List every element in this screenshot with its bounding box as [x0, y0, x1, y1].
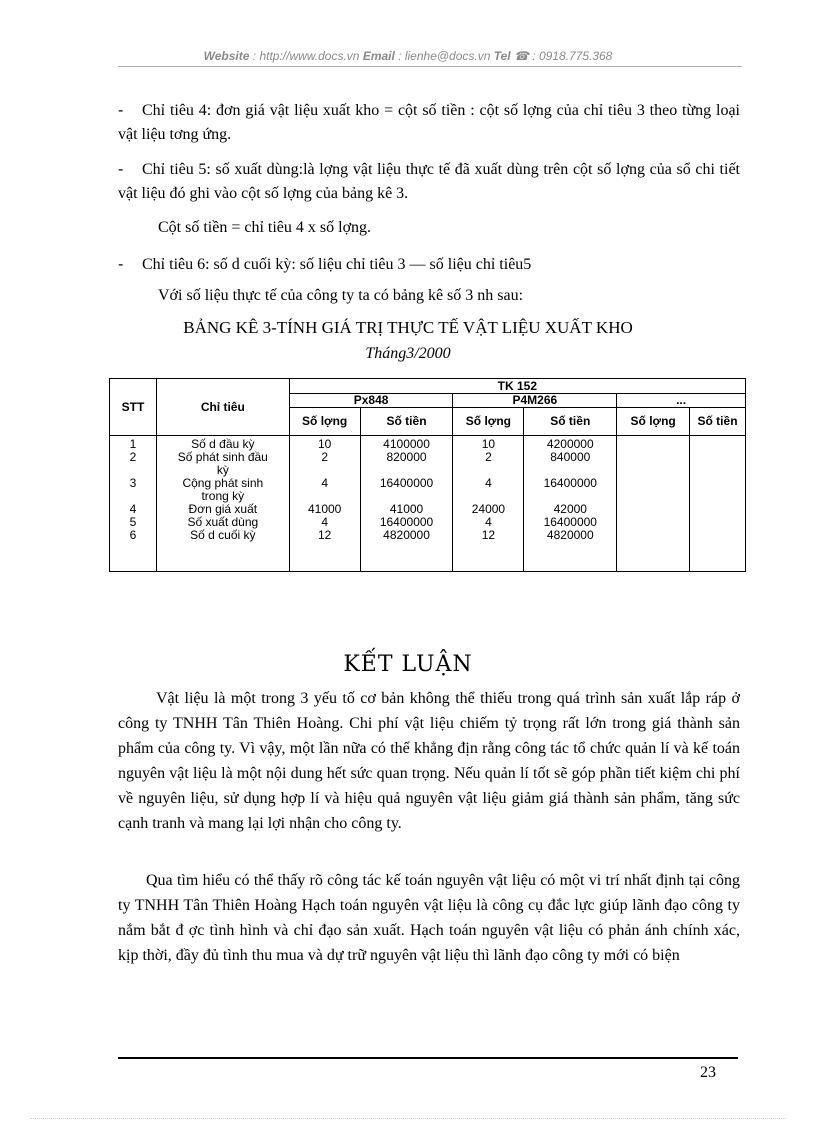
column-p4m266-so-luong: [453, 436, 524, 572]
value-cell: 12: [317, 528, 332, 542]
website-value: : http://www.docs.vn: [249, 49, 363, 63]
conclusion-paragraph-2: Qua tìm hiểu có thể thấy rõ công tác kế toán nguyên vật liệu có một vi trí nhất định tại công ty TNHH Tân Thiên Hoàng Hạch toán nguyên vật liệu là công cụ đắc lực giúp lãnh đạo công ty nắm bắt đ ợc tình hình và chỉ đạo sản xuất. Hạch toán nguyên vật liệu có phản ánh chính xác, kịp thời, đầy đủ tình thu mua và dự trữ nguyên vật liệu thì lãnh đạo công ty mới có biện: [118, 872, 740, 964]
header-so-tien: Số tiền: [690, 408, 746, 436]
value-cell: 41000: [389, 502, 424, 516]
header-so-luong: Số lợng: [289, 408, 360, 436]
column-chi-tieu: [156, 436, 289, 572]
header-so-tien: Số tiền: [524, 408, 617, 436]
summary-table: [109, 378, 746, 572]
paragraph-chi-tieu-4: [118, 99, 740, 147]
email-label: Email: [362, 49, 395, 63]
value-cell: 42000: [553, 502, 587, 516]
table-title: BẢNG KÊ 3-TÍNH GIÁ TRỊ THỰC TẾ VẬT LIỆU XUẤT KHO: [183, 318, 633, 337]
column-more-so-luong: [617, 436, 690, 572]
stt-cell: 1: [129, 437, 137, 451]
stt-cell: 5: [129, 515, 137, 529]
header-px848: Px848: [289, 394, 453, 408]
value-cell: 10: [481, 437, 496, 451]
conclusion-paragraph-1: Vật liệu là một trong 3 yếu tố cơ bản không thể thiếu trong quá trình sản xuất lắp ráp ở công ty TNHH Tân Thiên Hoàng. Chi phí vật liệu chiếm tỷ trọng rất lớn trong giá thành sản phẩm của công ty. Vì vậy, một lần nữa có thể khẳng địn rằng công tác tổ chức quản lí và kế toán nguyên vật liệu là một nội dung hết sức quan trọng. Nếu quản lí tốt sẽ góp phần tiết kiệm chi phí về nguyên liệu, sử dụng hợp lí và hiệu quả nguyên vật liệu giảm giá thành sản phẩm, tăng sức cạnh tranh và mang lại lợi nhận cho công ty.: [118, 690, 740, 832]
column-stt: [110, 436, 157, 572]
chi-tieu-cell: Đơn giá xuất: [188, 502, 258, 516]
value-cell: 4: [485, 476, 492, 490]
chi-tieu-cell: Cộng phát sinh trong kỳ: [182, 476, 264, 503]
value-cell: 4200000: [546, 437, 594, 451]
header-so-luong: Số lợng: [453, 408, 524, 436]
value-cell: 24000: [471, 502, 506, 516]
value-cell: 16400000: [379, 515, 434, 529]
header-so-tien: Số tiền: [360, 408, 453, 436]
header-tk-152: TK 152: [289, 379, 745, 394]
bullet-mark: -: [118, 256, 124, 273]
header-divider: [118, 66, 742, 67]
page-number: 23: [700, 1064, 716, 1081]
value-cell: 820000: [386, 450, 427, 464]
paragraph-intro-table: Với số liệu thực tế của công ty ta có bảng kê số 3 nh sau:: [158, 287, 524, 304]
column-px848-so-luong: [289, 436, 360, 572]
value-cell: 16400000: [543, 515, 597, 529]
value-cell: 2: [485, 450, 492, 464]
column-px848-so-tien: [360, 436, 453, 572]
conclusion-heading: KẾT LUẬN: [343, 652, 473, 677]
table-subtitle: Tháng3/2000: [365, 345, 451, 362]
tel-value: ☎ : 0918.775.368: [510, 49, 613, 63]
column-p4m266-so-tien: [524, 436, 617, 572]
value-cell: 4820000: [546, 528, 594, 542]
bullet-mark: -: [118, 102, 124, 119]
value-cell: 4100000: [383, 437, 430, 451]
paragraph-text: Chỉ tiêu 4: đơn giá vật liệu xuất kho = cột số tiền : cột số lợng của chỉ tiêu 3 theo từng loại vật liệu tơng ứng.: [118, 102, 740, 143]
header-p4m266: P4M266: [453, 394, 617, 408]
chi-tieu-cell: Số d cuối kỳ: [190, 528, 256, 542]
value-cell: 16400000: [543, 476, 597, 490]
header-chi-tieu: Chỉ tiêu: [156, 379, 289, 436]
value-cell: 41000: [307, 502, 342, 516]
header-stt: STT: [110, 379, 157, 436]
website-label: Website: [203, 49, 250, 63]
page-bottom-edge: [30, 1118, 786, 1119]
chi-tieu-cell: Số d đầu kỳ: [191, 437, 255, 451]
chi-tieu-cell: Số phát sinh đầu kỳ: [177, 450, 268, 477]
value-cell: 12: [481, 528, 496, 542]
stt-cell: 3: [129, 476, 137, 490]
paragraph-text: Chỉ tiêu 5: số xuất dùng:là lợng vật liệu thực tế đã xuất dùng trên cột số lợng của sổ chi tiết vật liệu đó ghi vào cột số lợng của bảng kê 3.: [118, 161, 740, 202]
value-cell: 2: [321, 450, 328, 464]
stt-cell: 2: [129, 450, 137, 464]
paragraph-cot-so-tien: Cột số tiền = chỉ tiêu 4 x số lợng.: [158, 219, 372, 236]
chi-tieu-cell: Số xuất dùng: [187, 515, 259, 529]
paragraph-chi-tieu-5: [118, 158, 740, 206]
paragraph-chi-tieu-6: [118, 253, 740, 277]
tel-label: Tel: [493, 49, 511, 63]
stt-cell: 4: [129, 502, 137, 516]
value-cell: 840000: [550, 450, 591, 464]
value-cell: 4: [321, 476, 328, 490]
value-cell: 4820000: [383, 528, 430, 542]
column-more-so-tien: [690, 436, 746, 572]
header-more: ...: [617, 394, 746, 408]
value-cell: 10: [317, 437, 332, 451]
value-cell: 4: [485, 515, 492, 529]
value-cell: 16400000: [379, 476, 434, 490]
bullet-mark: -: [118, 161, 124, 178]
footer-divider: [118, 1057, 738, 1059]
value-cell: 4: [321, 515, 328, 529]
stt-cell: 6: [129, 528, 137, 542]
page-header: [0, 49, 816, 63]
header-so-luong: Số lợng: [617, 408, 690, 436]
email-value: : lienhe@docs.vn: [394, 49, 494, 63]
paragraph-text: Chỉ tiêu 6: số d cuối kỳ: số liệu chỉ tiêu 3 — số liệu chỉ tiêu5: [142, 256, 532, 273]
